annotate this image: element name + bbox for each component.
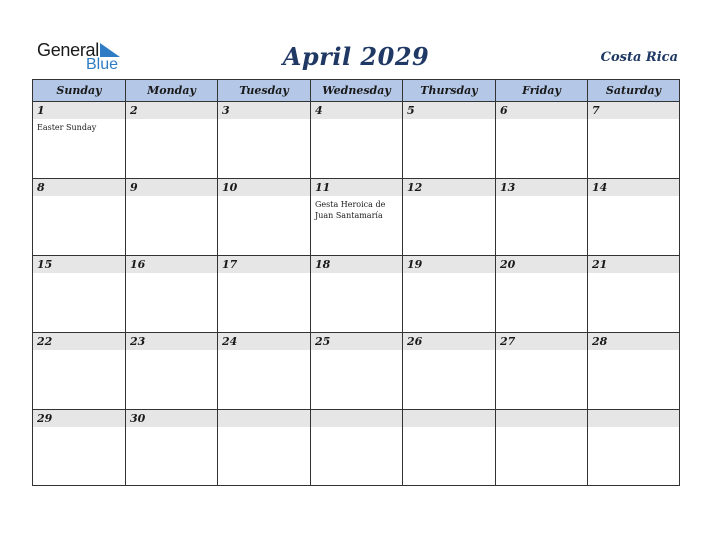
day-cell: [33, 256, 126, 332]
day-number: 10: [222, 181, 238, 194]
day-number: 3: [222, 104, 230, 117]
day-cell: [126, 410, 218, 486]
date-bar: [588, 410, 679, 427]
day-number: 13: [500, 181, 516, 194]
day-number: 18: [315, 258, 331, 271]
weekday-header-sunday: Sunday: [33, 80, 126, 102]
day-number: 7: [592, 104, 600, 117]
calendar-title: April 2029: [282, 42, 430, 71]
date-bar: [218, 410, 310, 427]
day-number: 12: [407, 181, 423, 194]
day-number: 29: [37, 412, 53, 425]
day-cell: [496, 256, 588, 332]
day-number: 17: [222, 258, 238, 271]
day-number: 25: [315, 335, 331, 348]
day-number: 9: [130, 181, 138, 194]
day-number: 27: [500, 335, 516, 348]
day-number: 22: [37, 335, 53, 348]
day-cell: [311, 256, 403, 332]
day-cell: [218, 410, 311, 486]
date-bar: [496, 410, 587, 427]
day-number: 30: [130, 412, 146, 425]
weekday-header-tuesday: Tuesday: [218, 80, 311, 102]
date-bar: [588, 102, 679, 119]
day-number: 24: [222, 335, 238, 348]
calendar-grid: [32, 79, 680, 486]
day-number: 21: [592, 258, 608, 271]
day-number: 6: [500, 104, 508, 117]
day-cell: [311, 333, 403, 409]
date-bar: [311, 102, 402, 119]
day-cell: [218, 256, 311, 332]
week-row: [33, 101, 679, 178]
day-cell: [496, 333, 588, 409]
day-cell: [588, 333, 679, 409]
country-label: Costa Rica: [600, 50, 678, 65]
day-cell: [496, 179, 588, 255]
day-cell: [126, 333, 218, 409]
date-bar: [218, 102, 310, 119]
day-cell: [311, 179, 403, 255]
day-number: 14: [592, 181, 608, 194]
date-bar: [33, 102, 125, 119]
day-cell: [403, 179, 496, 255]
date-bar: [403, 410, 495, 427]
day-cell: [218, 102, 311, 178]
day-cell: [218, 179, 311, 255]
day-number: 11: [315, 181, 331, 194]
holiday-note: Gesta Heroica de Juan Santamaría: [315, 200, 386, 220]
week-row: [33, 255, 679, 332]
weekday-header-friday: Friday: [496, 80, 588, 102]
day-number: 15: [37, 258, 53, 271]
day-cell: [403, 102, 496, 178]
week-row: [33, 178, 679, 255]
weekday-header-thursday: Thursday: [403, 80, 496, 102]
day-cell: [311, 410, 403, 486]
weekday-header-wednesday: Wednesday: [311, 80, 403, 102]
day-number: 2: [130, 104, 138, 117]
day-cell: [33, 179, 126, 255]
logo-word-blue: Blue: [86, 56, 119, 73]
day-number: 5: [407, 104, 415, 117]
logo-word-general: General: [37, 40, 99, 60]
day-number: 8: [37, 181, 45, 194]
day-cell: [588, 256, 679, 332]
day-cell: [403, 333, 496, 409]
date-bar: [126, 179, 217, 196]
day-cell: [403, 410, 496, 486]
day-cell: [496, 102, 588, 178]
day-cell: [496, 410, 588, 486]
holiday-note: Easter Sunday: [37, 123, 97, 132]
day-number: 26: [407, 335, 423, 348]
day-cell: [588, 410, 679, 486]
day-cell: [33, 410, 126, 486]
date-bar: [33, 179, 125, 196]
day-cell: [126, 179, 218, 255]
weekday-header-saturday: Saturday: [605, 84, 662, 97]
day-cell: [33, 333, 126, 409]
day-cell: [33, 102, 126, 178]
day-cell: [218, 333, 311, 409]
date-bar: [311, 410, 402, 427]
day-cell: [126, 256, 218, 332]
day-number: 23: [130, 335, 146, 348]
date-bar: [496, 102, 587, 119]
day-number: 4: [315, 104, 323, 117]
day-cell: [126, 102, 218, 178]
week-row: [33, 409, 679, 486]
weekday-header-monday: Monday: [126, 80, 218, 102]
day-number: 1: [37, 104, 45, 117]
day-cell: [311, 102, 403, 178]
day-cell: [588, 179, 679, 255]
day-cell: [588, 102, 679, 178]
date-bar: [126, 102, 217, 119]
day-number: 28: [592, 335, 608, 348]
day-number: 16: [130, 258, 146, 271]
day-cell: [403, 256, 496, 332]
day-number: 20: [500, 258, 516, 271]
week-row: [33, 332, 679, 409]
weekday-header-row: [33, 80, 679, 102]
date-bar: [403, 102, 495, 119]
day-number: 19: [407, 258, 423, 271]
